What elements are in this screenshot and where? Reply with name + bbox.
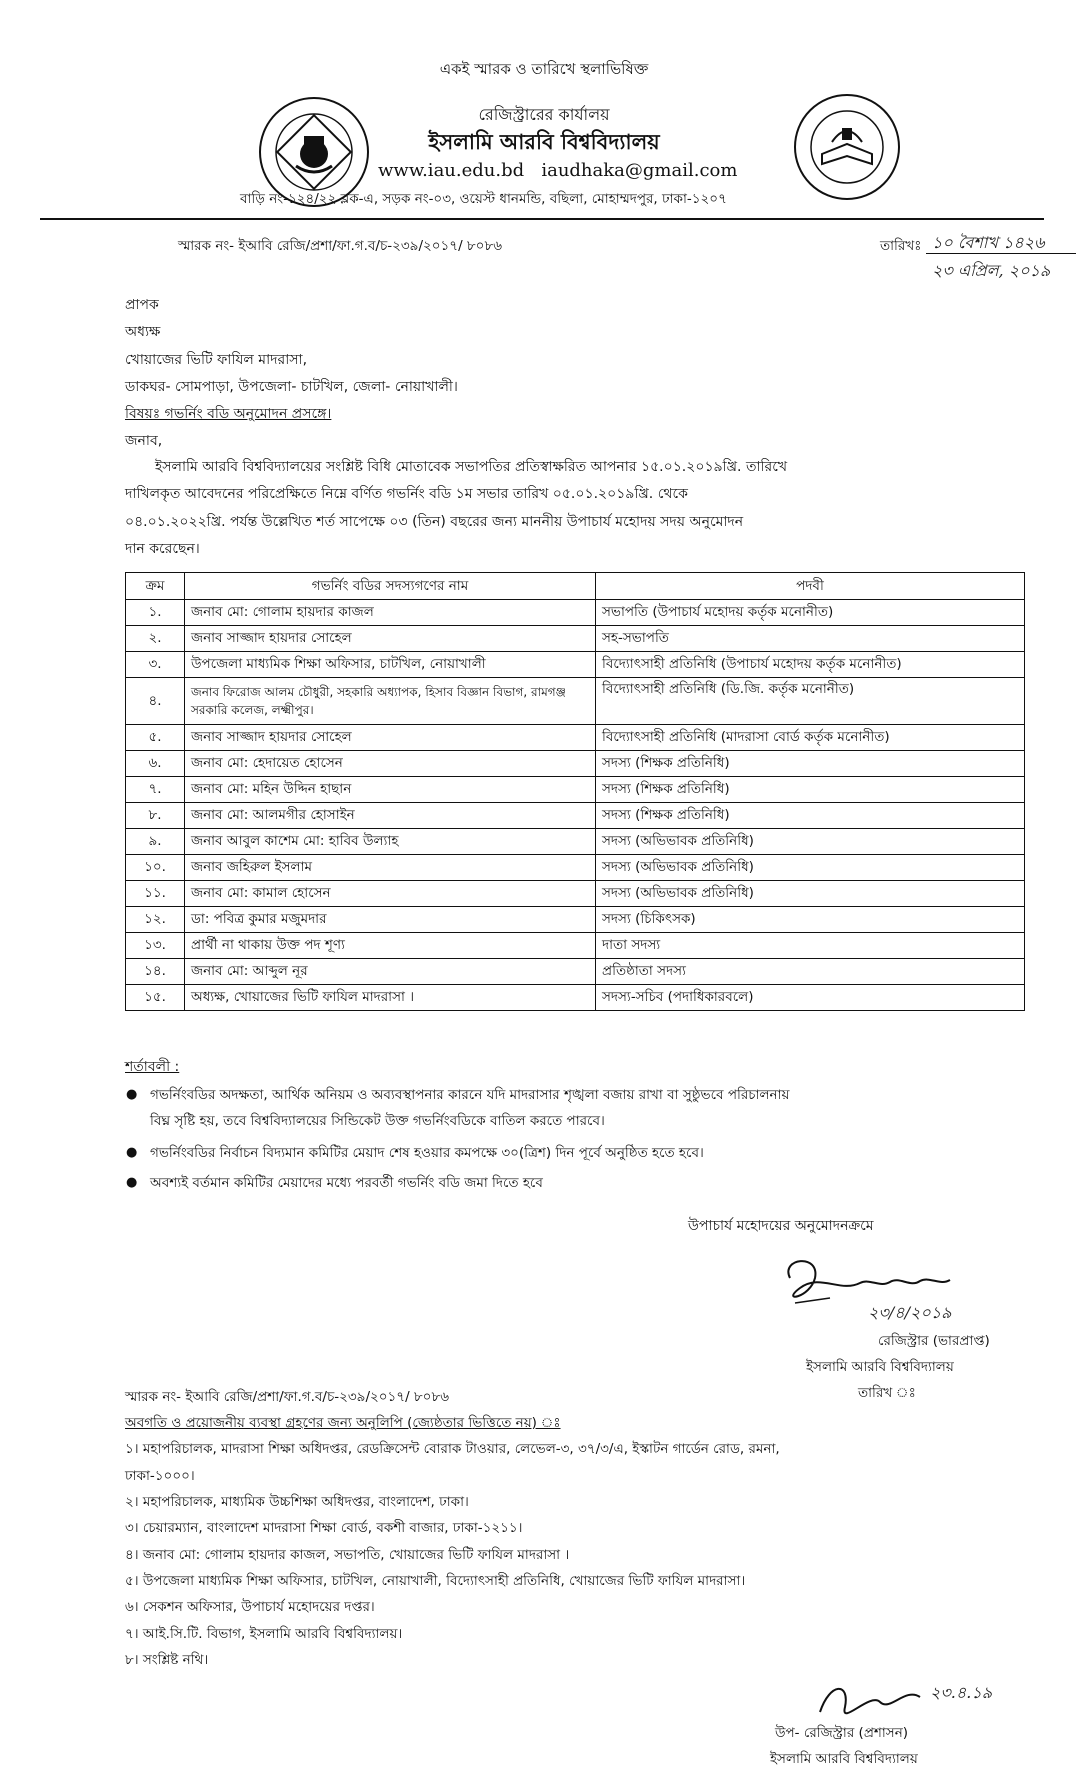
row-serial: ৮. [126, 803, 185, 829]
registrar-org: ইসলামি আরবি বিশ্ববিদ্যালয় [806, 1359, 954, 1375]
row-serial: ৩. [126, 652, 185, 678]
office-address: বাড়ি নং-১২৪/২২ ব্লক-এ, সড়ক নং-০৩, ওয়েস্ট ধানমন্ডি, বছিলা, মোহাম্মদপুর, ঢাকা-১২০৭ [240, 191, 727, 207]
row-serial: ১. [126, 600, 185, 626]
condition-item [126, 1170, 1030, 1196]
table-row [126, 600, 1025, 626]
cc-line: ২। মহাপরিচালক, মাধ্যমিক উচ্চশিক্ষা অধিদপ্তর, বাংলাদেশ, ঢাকা। [125, 1493, 469, 1510]
bullet-icon: ● [126, 1145, 138, 1160]
row-designation: সদস্য (শিক্ষক প্রতিনিধি) [596, 803, 1025, 829]
table-row [126, 652, 1025, 678]
row-designation: বিদ্যোৎসাহী প্রতিনিধি (মাদরাসা বোর্ড কর্তৃক মনোনীত) [596, 725, 1025, 751]
deputy-designation: উপ- রেজিস্ট্রার (প্রশাসন) [775, 1725, 909, 1741]
row-designation: সহ-সভাপতি [596, 626, 1025, 652]
table-row [126, 959, 1025, 985]
website-link[interactable]: www.iau.edu.bd [378, 160, 525, 181]
row-name: জনাব মো: কামাল হোসেন [185, 881, 596, 907]
condition-text: বিঘ্ন সৃষ্টি হয়, তবে বিশ্ববিদ্যালয়ের সিন্ডিকেট উক্ত গভর্নিংবডিকে বাতিল করতে পারবে। [150, 1113, 605, 1130]
row-serial: ১৪. [126, 959, 185, 985]
condition-text: অবশ্যই বর্তমান কমিটির মেয়াদের মধ্যে পরবর্তী গভর্নিং বডি জমা দিতে হবে [150, 1175, 543, 1191]
body-line: ০৪.০১.২০২২খ্রি. পর্যন্ত উল্লেখিত শর্ত সাপেক্ষে ০৩ (তিন) বছরের জন্য মাননীয় উপাচার্য মহোদয় সদয় অনুমোদন [125, 513, 744, 530]
row-designation: প্রতিষ্ঠাতা সদস্য [596, 959, 1025, 985]
row-name: ডা: পবিত্র কুমার মজুমদার [185, 907, 596, 933]
row-serial: ১৫. [126, 985, 185, 1011]
row-designation: সভাপতি (উপাচার্য মহোদয় কর্তৃক মনোনীত) [596, 600, 1025, 626]
body-line: ইসলামি আরবি বিশ্ববিদ্যালয়ের সংশ্লিষ্ট বিধি মোতাবেক সভাপতির প্রতিস্বাক্ষরিত আপনার ১৫.০১.২০১৯খ্রি. তারিখে [155, 459, 788, 475]
row-name: জনাব মো: হেদায়েত হোসেন [185, 751, 596, 777]
approval-note: উপাচার্য মহোদয়ের অনুমোদনক্রমে [688, 1218, 874, 1234]
registrar-designation: রেজিস্ট্রার (ভারপ্রাপ্ত) [878, 1333, 990, 1349]
conditions-title: শর্তাবলী : [125, 1059, 180, 1075]
row-designation: দাতা সদস্য [596, 933, 1025, 959]
row-name: জনাব মো: আলমগীর হোসাইন [185, 803, 596, 829]
table-row [126, 829, 1025, 855]
cc-line: ৪। জনাব মো: গোলাম হায়দার কাজল, সভাপতি, খোয়াজের ভিটি ফাযিল মাদরাসা । [125, 1546, 570, 1563]
registrar-sign-date: ২৩/৪/২০১৯ [868, 1303, 952, 1322]
deputy-org: ইসলামি আরবি বিশ্ববিদ্যালয় [770, 1751, 918, 1767]
row-serial: ১৩. [126, 933, 185, 959]
row-designation: সদস্য (শিক্ষক প্রতিনিধি) [596, 777, 1025, 803]
recipient-title: অধ্যক্ষ [125, 324, 161, 341]
email-link[interactable]: iaudhaka@gmail.com [541, 160, 738, 181]
row-serial: ১১. [126, 881, 185, 907]
condition-text: গভর্নিংবডির অদক্ষতা, আর্থিক অনিয়ম ও অব্যবস্থাপনার কারনে যদি মাদরাসার শৃঙ্খলা বজায় রাখা বা সুষ্ঠুভবে পরিচালনায় [150, 1087, 790, 1103]
header-divider [40, 218, 1044, 220]
header-designation: পদবী [596, 573, 1025, 600]
bullet-icon: ● [126, 1175, 138, 1190]
body-paragraph [125, 454, 1030, 563]
row-designation: সদস্য (অভিভাবক প্রতিনিধি) [596, 855, 1025, 881]
date-label: তারিখঃ [880, 238, 922, 254]
table-row [126, 907, 1025, 933]
table-row [126, 881, 1025, 907]
bullet-icon: ● [126, 1087, 138, 1102]
recipient-block [125, 292, 458, 456]
date-divider [926, 253, 1076, 254]
cc-line: ৭। আই.সি.টি. বিভাগ, ইসলামি আরবি বিশ্ববিদ্যালয়। [125, 1625, 403, 1642]
table-row [126, 855, 1025, 881]
table-row [126, 777, 1025, 803]
table-row [126, 985, 1025, 1011]
table-row [126, 725, 1025, 751]
deputy-sign-date: ২৩.৪.১৯ [930, 1683, 993, 1702]
row-designation: সদস্য (অভিভাবক প্রতিনিধি) [596, 829, 1025, 855]
row-name: জনাব মো: গোলাম হায়দার কাজল [185, 600, 596, 626]
row-designation: বিদ্যোৎসাহী প্রতিনিধি (উপাচার্য মহোদয় কর্তৃক মনোনীত) [596, 652, 1025, 678]
row-serial: ৯. [126, 829, 185, 855]
row-serial: ৬. [126, 751, 185, 777]
row-designation: বিদ্যোৎসাহী প্রতিনিধি (ডি.জি. কর্তৃক মনোনীত) [596, 678, 1025, 725]
cc-line: ৮। সংশ্লিষ্ট নথি। [125, 1651, 209, 1668]
body-line: দান করেছেন। [125, 540, 200, 557]
recipient-to: প্রাপক [125, 297, 159, 313]
header-serial: ক্রম [126, 573, 185, 600]
row-name: জনাব সাজ্জাদ হায়দার সোহেল [185, 725, 596, 751]
contact-line [378, 160, 778, 181]
row-serial: ১২. [126, 907, 185, 933]
cc-line: ১। মহাপরিচালক, মাদরাসা শিক্ষা অধিদপ্তর, রেডক্রিসেন্ট বোরাক টাওয়ার, লেভেল-৩, ৩৭/৩/এ, ইস্কাটন গার্ডেন রোড, রমনা, [125, 1441, 780, 1458]
condition-item [126, 1140, 1030, 1166]
row-name: জনাব মো: মহিন উদ্দিন হাছান [185, 777, 596, 803]
university-name: ইসলামি আরবি বিশ্ববিদ্যালয় [428, 130, 660, 154]
row-name: জনাব ফিরোজ আলম চৌধুরী, সহকারি অধ্যাপক, হিসাব বিজ্ঞান বিভাগ, রামগঞ্জ সরকারি কলেজ, লক্ষ্মীপুর। [185, 678, 596, 725]
row-serial: ৭. [126, 777, 185, 803]
recipient-org: খোয়াজের ভিটি ফাযিল মাদরাসা, [125, 351, 308, 368]
office-name: রেজিস্ট্রারের কার্যালয় [478, 105, 610, 124]
memo-number: স্মারক নং- ইআবি রেজি/প্রশা/ফা.গ.ব/চ-২৩৯/২০১৭/ ৮০৮৬ [178, 238, 503, 254]
row-name: জনাব জহিরুল ইসলাম [185, 855, 596, 881]
table-row [126, 803, 1025, 829]
row-serial: ৫. [126, 725, 185, 751]
row-name: জনাব আবুল কাশেম মো: হাবিব উল্যাহ [185, 829, 596, 855]
subject: বিষয়ঃ গভর্নিং বডি অনুমোদন প্রসঙ্গে। [125, 406, 332, 423]
date-english: ২৩ এপ্রিল, ২০১৯ [932, 261, 1051, 280]
table-row [126, 626, 1025, 652]
table-header-row [126, 573, 1025, 600]
cc-line: ৬। সেকশন অফিসার, উপাচার্য মহোদয়ের দপ্তর। [125, 1599, 375, 1616]
cc-block [125, 1410, 1035, 1673]
row-designation: সদস্য (অভিভাবক প্রতিনিধি) [596, 881, 1025, 907]
condition-text: গভর্নিংবডির নির্বাচন বিদ্যমান কমিটির মেয়াদ শেষ হওয়ার কমপক্ষে ৩০(ত্রিশ) দিন পূর্বে অনুষ্ঠিত হতে হবে। [150, 1145, 704, 1161]
salutation: জনাব, [125, 433, 163, 450]
row-designation: সদস্য (চিকিৎসক) [596, 907, 1025, 933]
body-line: দাখিলকৃত আবেদনের পরিপ্রেক্ষিতে নিম্নে বর্ণিত গভর্নিং বডি ১ম সভার তারিখ ০৫.০১.২০১৯খ্রি. থেকে [125, 486, 688, 503]
row-name: অধ্যক্ষ, খোয়াজের ভিটি ফাযিল মাদরাসা । [185, 985, 596, 1011]
row-designation: সদস্য-সচিব (পদাধিকারবলে) [596, 985, 1025, 1011]
registrar-date-label: তারিখ ঃ [858, 1385, 916, 1401]
date-bangla: ১০ বৈশাখ ১৪২৬ [932, 233, 1045, 252]
row-name: প্রার্থী না থাকায় উক্ত পদ শূণ্য [185, 933, 596, 959]
row-name: জনাব সাজ্জাদ হায়দার সোহেল [185, 626, 596, 652]
table-row [126, 751, 1025, 777]
condition-item [126, 1082, 1030, 1135]
cc-heading: অবগতি ও প্রয়োজনীয় ব্যবস্থা গ্রহণের জন্য অনুলিপি (জ্যেষ্ঠতার ভিত্তিতে নয়) ঃ [125, 1415, 561, 1431]
row-serial: ৪. [126, 678, 185, 725]
row-name: জনাব মো: আব্দুল নূর [185, 959, 596, 985]
table-row [126, 933, 1025, 959]
row-name: উপজেলা মাধ্যমিক শিক্ষা অফিসার, চাটখিল, নোয়াখালী [185, 652, 596, 678]
cc-memo-number: স্মারক নং- ইআবি রেজি/প্রশা/ফা.গ.ব/চ-২৩৯/২০১৭/ ৮০৮৬ [125, 1389, 450, 1405]
recipient-address: ডাকঘর- সোমপাড়া, উপজেলা- চাটখিল, জেলা- নোয়াখালী। [125, 378, 458, 395]
supersession-caption: একই স্মারক ও তারিখে স্থলাভিষিক্ত [439, 60, 649, 78]
header-name: গভর্নিং বডির সদস্যগণের নাম [185, 573, 596, 600]
row-serial: ১০. [126, 855, 185, 881]
cc-line: ৫। উপজেলা মাধ্যমিক শিক্ষা অফিসার, চাটখিল, নোয়াখালী, বিদ্যোৎসাহী প্রতিনিধি, খোয়াজের ভিটি ফাযিল মাদরাসা। [125, 1572, 746, 1589]
row-designation: সদস্য (শিক্ষক প্রতিনিধি) [596, 751, 1025, 777]
table-row [126, 678, 1025, 725]
governing-body-table [125, 572, 1025, 1011]
cc-line: ৩। চেয়ারম্যান, বাংলাদেশ মাদরাসা শিক্ষা বোর্ড, বকশী বাজার, ঢাকা-১২১১। [125, 1520, 523, 1537]
cc-line: ঢাকা-১০০০। [125, 1467, 195, 1484]
row-serial: ২. [126, 626, 185, 652]
